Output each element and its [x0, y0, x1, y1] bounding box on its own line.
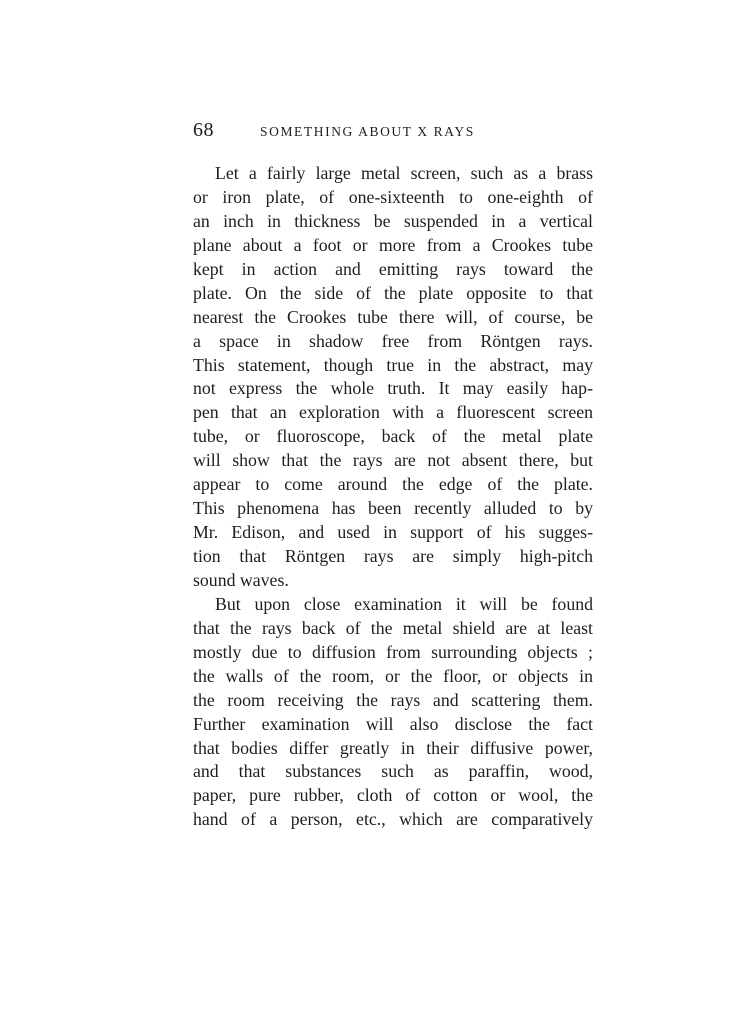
text-line: This statement, though true in the abstract, may [193, 354, 593, 375]
text-line: This phenomena has been recently alluded to by [193, 498, 593, 519]
text-line: appear to come around the edge of the plate. [193, 474, 593, 495]
text-line: plane about a foot or more from a Crookes tube [193, 234, 593, 255]
text-line: sound waves. [193, 569, 289, 590]
running-head [193, 119, 593, 143]
text-line: and that substances such as paraffin, wood, [193, 761, 593, 782]
text-line: tube, or fluoroscope, back of the metal plate [193, 426, 593, 447]
text-line: the room receiving the rays and scattering them. [193, 689, 593, 710]
text-line: will show that the rays are not absent there, but [193, 450, 593, 471]
text-line: Mr. Edison, and used in support of his sugges- [193, 522, 593, 543]
text-line: a space in shadow free from Röntgen rays. [193, 330, 593, 351]
text-line: that bodies differ greatly in their diffusive power, [193, 737, 593, 758]
text-line: mostly due to diffusion from surrounding objects ; [193, 641, 593, 662]
text-line: tion that Röntgen rays are simply high-pitch [193, 546, 593, 566]
text-line: an inch in thickness be suspended in a vertical [193, 210, 593, 231]
text-line: Further examination will also disclose the fact [193, 713, 593, 734]
page-number: 68 [193, 119, 214, 141]
text-line: that the rays back of the metal shield are at least [193, 617, 593, 638]
text-line: nearest the Crookes tube there will, of course, be [193, 306, 593, 327]
running-title: SOMETHING ABOUT X RAYS [260, 124, 475, 139]
text-line: Let a fairly large metal screen, such as a brass [215, 163, 593, 183]
text-line: But upon close examination it will be found [215, 593, 593, 614]
text-line: paper, pure rubber, cloth of cotton or wool, the [193, 785, 593, 806]
text-line: not express the whole truth. It may easily hap- [193, 378, 593, 399]
text-line: pen that an exploration with a fluorescent screen [193, 402, 593, 423]
text-line: or iron plate, of one-sixteenth to one-eighth of [193, 186, 593, 207]
text-line: hand of a person, etc., which are comparatively [193, 809, 593, 830]
body-text [193, 162, 593, 832]
text-line: plate. On the side of the plate opposite to that [193, 282, 593, 303]
text-line: the walls of the room, or the floor, or objects in [193, 665, 593, 686]
text-line: kept in action and emitting rays toward the [193, 258, 593, 279]
